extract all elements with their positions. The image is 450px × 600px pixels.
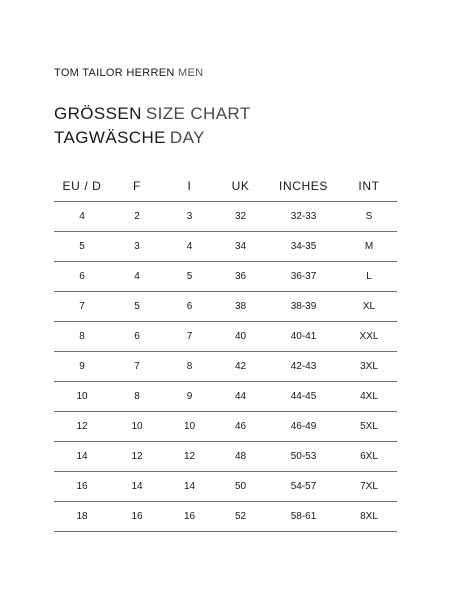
cell-f: 5 <box>134 301 140 312</box>
cell-f: 3 <box>134 241 140 252</box>
table-header <box>54 170 397 202</box>
cell-eu-d: 5 <box>79 241 85 252</box>
table-row <box>54 202 397 232</box>
subtitle-english: DAY <box>169 128 205 147</box>
brand-name: TOM TAILOR HERREN <box>54 67 175 79</box>
cell-int: L <box>366 271 372 282</box>
cell-i: 10 <box>183 421 196 432</box>
size-table <box>54 170 397 532</box>
cell-inches: 58-61 <box>290 511 317 522</box>
cell-uk: 42 <box>234 361 247 372</box>
cell-uk: 32 <box>234 211 247 222</box>
cell-int: M <box>364 241 374 252</box>
cell-uk: 36 <box>234 271 247 282</box>
cell-uk: 34 <box>234 241 247 252</box>
cell-inches: 38-39 <box>290 301 317 312</box>
cell-i: 3 <box>186 211 193 222</box>
cell-i: 7 <box>186 331 193 342</box>
cell-inches: 40-41 <box>290 331 317 342</box>
cell-int: 4XL <box>360 391 378 402</box>
table-row <box>54 352 397 382</box>
cell-i: 14 <box>183 481 196 492</box>
table-row <box>54 232 397 262</box>
header-i: I <box>187 178 192 193</box>
cell-eu-d: 6 <box>79 271 85 282</box>
cell-f: 14 <box>131 481 143 492</box>
cell-i: 8 <box>186 361 193 372</box>
table-row <box>54 382 397 412</box>
cell-i: 16 <box>183 511 196 522</box>
cell-inches: 46-49 <box>290 421 317 432</box>
table-row <box>54 262 397 292</box>
header-eu-d: EU / D <box>62 178 102 193</box>
table-row <box>54 292 397 322</box>
cell-eu-d: 8 <box>79 331 85 342</box>
cell-i: 12 <box>183 451 196 462</box>
cell-eu-d: 4 <box>79 211 85 222</box>
header-inches: INCHES <box>279 178 328 193</box>
cell-f: 7 <box>134 361 140 372</box>
cell-inches: 54-57 <box>290 481 317 492</box>
cell-uk: 38 <box>234 301 247 312</box>
cell-int: S <box>365 211 373 222</box>
cell-uk: 44 <box>234 391 247 402</box>
page-title <box>54 104 251 124</box>
cell-f: 12 <box>131 451 143 462</box>
cell-inches: 36-37 <box>290 271 317 282</box>
header-f: F <box>133 178 141 193</box>
header-uk: UK <box>231 178 250 193</box>
cell-uk: 48 <box>234 451 247 462</box>
cell-eu-d: 12 <box>76 421 88 432</box>
table-row <box>54 412 397 442</box>
cell-inches: 42-43 <box>290 361 317 372</box>
brand-line <box>54 67 203 79</box>
cell-i: 6 <box>186 301 193 312</box>
cell-eu-d: 10 <box>76 391 88 402</box>
cell-uk: 46 <box>234 421 247 432</box>
cell-int: XXL <box>359 331 379 342</box>
cell-f: 2 <box>134 211 140 222</box>
cell-int: XL <box>362 301 376 312</box>
cell-inches: 44-45 <box>290 391 317 402</box>
cell-f: 8 <box>134 391 140 402</box>
cell-eu-d: 14 <box>76 451 88 462</box>
page-subtitle <box>54 128 205 148</box>
cell-f: 4 <box>134 271 140 282</box>
table-row <box>54 502 397 532</box>
cell-inches: 50-53 <box>290 451 317 462</box>
cell-eu-d: 18 <box>76 511 88 522</box>
cell-f: 16 <box>131 511 143 522</box>
table-row <box>54 322 397 352</box>
table-row <box>54 442 397 472</box>
cell-i: 9 <box>186 391 193 402</box>
title-german: GRÖSSEN <box>54 104 142 123</box>
cell-i: 4 <box>186 241 193 252</box>
cell-f: 6 <box>134 331 140 342</box>
cell-eu-d: 7 <box>79 301 85 312</box>
cell-int: 6XL <box>360 451 378 462</box>
subtitle-german: TAGWÄSCHE <box>54 128 166 147</box>
header-int: INT <box>358 178 380 193</box>
cell-inches: 34-35 <box>290 241 317 252</box>
cell-int: 3XL <box>360 361 378 372</box>
cell-int: 5XL <box>360 421 378 432</box>
title-english: SIZE CHART <box>145 104 251 123</box>
brand-suffix: MEN <box>177 67 204 79</box>
cell-uk: 50 <box>234 481 247 492</box>
cell-inches: 32-33 <box>290 211 317 222</box>
cell-eu-d: 9 <box>79 361 85 372</box>
cell-uk: 52 <box>234 511 247 522</box>
table-row <box>54 472 397 502</box>
cell-int: 7XL <box>360 481 378 492</box>
cell-eu-d: 16 <box>76 481 88 492</box>
cell-uk: 40 <box>234 331 247 342</box>
cell-f: 10 <box>131 421 143 432</box>
cell-i: 5 <box>186 271 193 282</box>
cell-int: 8XL <box>360 511 378 522</box>
